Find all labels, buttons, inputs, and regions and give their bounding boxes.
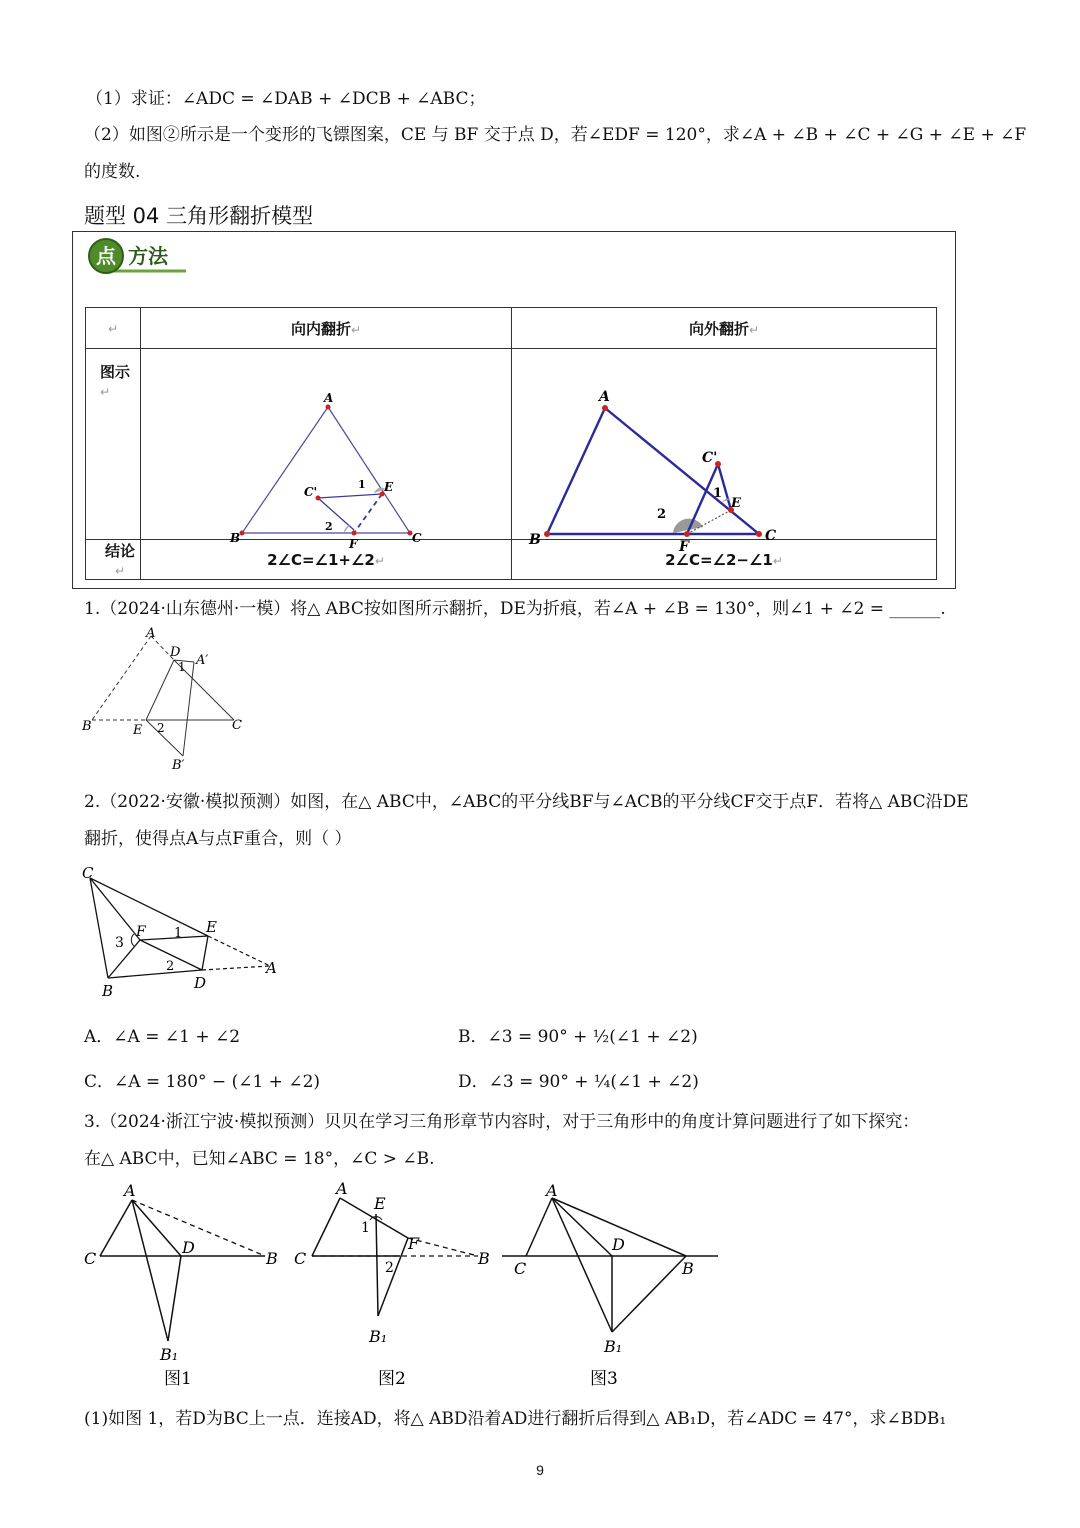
- svg-text:C: C: [82, 864, 94, 882]
- fig-out-label-E: E: [731, 496, 741, 511]
- svg-text:D: D: [170, 645, 181, 660]
- inward-conclusion: 2∠C=∠1+∠2↵: [141, 540, 512, 580]
- problem-3-fig1: [84, 1181, 278, 1389]
- problem-3-question-1: (1)如图 1，若D为BC上一点．连接AD，将△ ABD沿着AD进行翻折后得到△ AB₁D，若∠ADC = 47°，求∠BDB₁: [84, 1409, 947, 1429]
- svg-text:D: D: [182, 1238, 195, 1257]
- fig-in-label-B: B: [230, 531, 241, 545]
- page-number: 9: [536, 1462, 544, 1478]
- intro-question-2: （2）如图②所示是一个变形的飞镖图案，CE 与 BF 交于点 D，若∠EDF = 120°，求∠A + ∠B + ∠C + ∠G + ∠E + ∠F: [84, 125, 1027, 145]
- svg-text:A: A: [546, 1181, 558, 1200]
- svg-text:2: 2: [157, 721, 165, 735]
- svg-text:C: C: [232, 718, 242, 733]
- svg-text:D: D: [612, 1235, 625, 1254]
- svg-text:图1: 图1: [164, 1369, 192, 1389]
- problem-2-figure: [78, 860, 288, 1000]
- svg-text:F: F: [136, 924, 146, 940]
- option-A[interactable]: A．∠A = ∠1 + ∠2: [84, 1027, 241, 1047]
- method-table: ↵ 向内翻折↵ 向外翻折↵ 图示↵ A B C C' E F 1 2 A B C C' E F 1 2 结论↵ 2∠C=∠1+∠2↵ 2∠C=∠2−∠1↵: [85, 307, 937, 580]
- option-D[interactable]: D．∠3 = 90° + ¼(∠1 + ∠2): [458, 1072, 699, 1092]
- fig-in-label-A: A: [324, 391, 334, 405]
- svg-text:A: A: [146, 626, 156, 641]
- svg-text:B: B: [82, 719, 92, 734]
- svg-text:B: B: [682, 1259, 694, 1278]
- fig-in-angle-1: 1: [358, 478, 366, 491]
- svg-text:D: D: [194, 974, 207, 992]
- problem-2-text-cont: 翻折，使得点A与点F重合，则（ ）: [84, 829, 352, 849]
- option-C[interactable]: C．∠A = 180° − (∠1 + ∠2): [84, 1072, 321, 1092]
- problem-3-figures: [78, 1176, 728, 1391]
- problem-1-figure: [78, 624, 258, 774]
- svg-text:E: E: [133, 723, 143, 738]
- svg-text:2: 2: [385, 1260, 394, 1276]
- intro-question-1: （1）求证：∠ADC = ∠DAB + ∠DCB + ∠ABC；: [86, 89, 486, 109]
- problem-3-text-cont: 在△ ABC中，已知∠ABC = 18°，∠C > ∠B.: [84, 1149, 435, 1169]
- fig-in-label-C: C: [412, 531, 422, 545]
- svg-text:A: A: [266, 959, 277, 977]
- row-figure-label: 图示↵: [86, 349, 141, 540]
- fig-out-label-A: A: [599, 389, 610, 405]
- svg-text:C: C: [294, 1249, 307, 1268]
- svg-text:F: F: [408, 1234, 420, 1253]
- svg-text:C: C: [514, 1259, 527, 1278]
- outward-fold-figure: [512, 349, 937, 555]
- problem-1-text: 1.（2024·山东德州·一模）将△ ABC按如图所示翻折，DE为折痕，若∠A + ∠B = 130°，则∠1 + ∠2 = ______.: [84, 599, 946, 619]
- svg-text:E: E: [206, 918, 217, 936]
- svg-text:B: B: [102, 982, 114, 1000]
- col-inward-header: 向内翻折↵: [141, 308, 512, 349]
- badge-char: 点: [96, 244, 116, 268]
- badge-title: 方法: [128, 244, 168, 268]
- svg-text:图3: 图3: [590, 1369, 618, 1389]
- svg-text:E: E: [374, 1194, 386, 1213]
- fig-in-label-E: E: [384, 480, 394, 494]
- inward-fold-figure: [141, 349, 512, 551]
- method-badge: [86, 236, 190, 276]
- problem-3-fig3: [502, 1181, 718, 1389]
- svg-text:A: A: [336, 1179, 348, 1198]
- svg-text:B₁: B₁: [604, 1337, 623, 1356]
- svg-text:A: A: [124, 1181, 136, 1200]
- fig-in-label-F: F: [349, 537, 358, 551]
- svg-text:2: 2: [166, 959, 175, 974]
- svg-text:1: 1: [178, 660, 186, 674]
- problem-2-text: 2.（2022·安徽·模拟预测）如图，在△ ABC中，∠ABC的平分线BF与∠ACB的平分线CF交于点F．若将△ ABC沿DE: [84, 792, 969, 812]
- fig-out-label-Cp: C': [702, 450, 718, 466]
- svg-text:图2: 图2: [378, 1369, 406, 1389]
- fig-in-angle-2: 2: [325, 520, 333, 533]
- svg-text:B₁: B₁: [369, 1327, 388, 1346]
- fig-out-angle-1: 1: [713, 486, 723, 501]
- fig-out-angle-2: 2: [657, 507, 667, 522]
- svg-text:C: C: [84, 1249, 97, 1268]
- fig-out-label-B: B: [529, 532, 541, 548]
- svg-text:1: 1: [174, 926, 183, 941]
- svg-text:B: B: [478, 1249, 490, 1268]
- problem-3-text: 3.（2024·浙江宁波·模拟预测）贝贝在学习三角形章节内容时，对于三角形中的角度计算问题进行了如下探究：: [84, 1112, 920, 1132]
- fig-out-label-F: F: [679, 539, 689, 555]
- svg-text:B₁: B₁: [160, 1345, 179, 1364]
- fig-out-label-C: C: [765, 528, 777, 544]
- outward-conclusion: 2∠C=∠2−∠1↵: [512, 540, 937, 580]
- svg-text:B: B: [266, 1249, 278, 1268]
- fig-in-label-Cp: C': [304, 485, 318, 499]
- svg-text:B′: B′: [172, 758, 185, 773]
- intro-question-2-cont: 的度数.: [84, 162, 141, 182]
- row-conclusion-label: 结论↵: [86, 540, 141, 580]
- section-title: 题型 04 三角形翻折模型: [84, 204, 314, 228]
- svg-text:3: 3: [115, 935, 124, 951]
- col-outward-header: 向外翻折↵: [512, 308, 937, 349]
- problem-3-fig2: [294, 1179, 490, 1389]
- option-B[interactable]: B．∠3 = 90° + ½(∠1 + ∠2): [458, 1027, 698, 1047]
- svg-text:A′: A′: [196, 653, 209, 668]
- svg-text:1: 1: [361, 1220, 370, 1236]
